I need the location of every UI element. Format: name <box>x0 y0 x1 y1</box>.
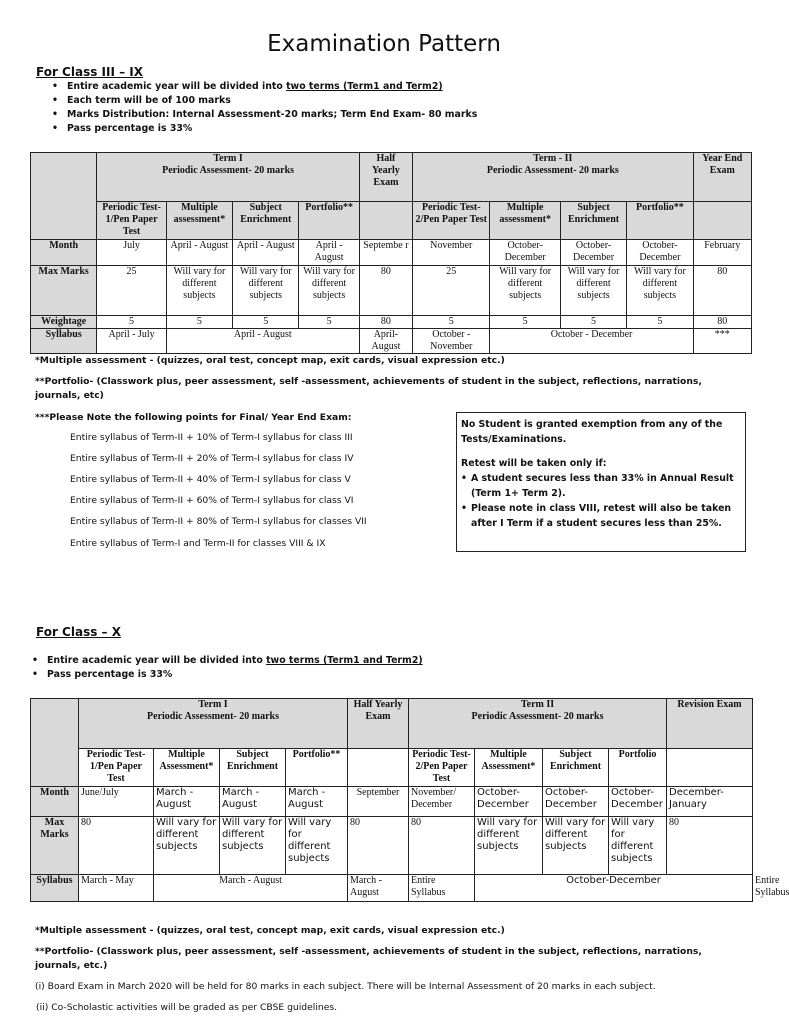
footnote-multiple-assessment: *Multiple assessment - (quizzes, oral test, concept map, exit cards, visual expression etc.) <box>35 355 505 366</box>
table-cell: Will vary for different subjects <box>609 817 667 875</box>
row-label-month: Month <box>31 787 79 817</box>
table-cell: 80 <box>79 817 154 875</box>
table-cell: 80 <box>693 316 751 329</box>
col-header: Periodic Test-1/Pen Paper Test <box>79 749 154 787</box>
table-cell: April - August <box>166 329 359 354</box>
table-cell: October- December <box>543 787 609 817</box>
row-label-syllabus: Syllabus <box>31 329 97 354</box>
col-header: Periodic Test-1/Pen Paper Test <box>97 202 166 240</box>
table-cell: April - August <box>166 240 232 266</box>
col-header <box>667 749 753 787</box>
term2-header: Term II Periodic Assessment- 20 marks <box>409 699 667 749</box>
bullet-item: • Marks Distribution: Internal Assessment-20 marks; Term End Exam- 80 marks <box>50 108 750 122</box>
footnote-portfolio: **Portfolio- (Classwork plus, peer assessment, self -assessment, achievements of student in the subject, reflections, narrations, journals, etc.) <box>35 946 702 971</box>
exam-table-class-3-9 <box>30 152 752 354</box>
co-scholastic-note: (ii) Co-Scholastic activities will be graded as per CBSE guidelines. <box>36 1002 338 1013</box>
table-cell: 5 <box>413 316 490 329</box>
table-cell: October-December <box>475 875 753 902</box>
table-cell: October- December <box>560 240 626 266</box>
bullet-item: • Entire academic year will be divided into two terms (Term1 and Term2) <box>30 654 730 668</box>
section1-bullets <box>50 80 750 136</box>
table-cell: Will vary for different subjects <box>220 817 286 875</box>
col-header: Subject Enrichment <box>543 749 609 787</box>
table-cell: March - August <box>154 787 220 817</box>
syllabus-point: Entire syllabus of Term-I and Term-II for classes VIII & IX <box>70 538 326 549</box>
table-cell: October- December <box>627 240 693 266</box>
term1-header: Term I Periodic Assessment- 20 marks <box>97 153 359 202</box>
table-cell: Will vary for different subjects <box>560 266 626 316</box>
table-cell: 5 <box>490 316 560 329</box>
table-cell: February <box>693 240 751 266</box>
table-cell: October - November <box>413 329 490 354</box>
table-cell: November <box>413 240 490 266</box>
syllabus-point: Entire syllabus of Term-II + 40% of Term-I syllabus for class V <box>70 474 351 485</box>
bullet-item: • Pass percentage is 33% <box>50 122 750 136</box>
table-cell: 5 <box>299 316 359 329</box>
table-cell: June/July <box>79 787 154 817</box>
table-cell: March - August <box>220 787 286 817</box>
table-cell: Will vary for different subjects <box>490 266 560 316</box>
syllabus-point: Entire syllabus of Term-II + 80% of Term-I syllabus for classes VII <box>70 516 367 527</box>
corner-cell <box>31 153 97 240</box>
table-cell: Will vary for different subjects <box>166 266 232 316</box>
table-cell: March - August <box>154 875 348 902</box>
year-end-header: Year End Exam <box>693 153 751 202</box>
table-cell: Will vary for different subjects <box>627 266 693 316</box>
col-header: Portfolio** <box>286 749 348 787</box>
col-header <box>359 202 412 240</box>
row-label-month: Month <box>31 240 97 266</box>
col-header: Periodic Test-2/Pen Paper Test <box>413 202 490 240</box>
col-header: Multiple assessment* <box>490 202 560 240</box>
half-yearly-header: Half Yearly Exam <box>348 699 409 749</box>
table-cell: November/ December <box>409 787 475 817</box>
table-cell: 5 <box>166 316 232 329</box>
col-header <box>693 202 751 240</box>
table-cell: Will vary for different subjects <box>154 817 220 875</box>
exemption-text: No Student is granted exemption from any of the Tests/Examinations. <box>461 419 723 445</box>
retest-condition: • A student secures less than 33% in Annual Result (Term 1+ Term 2). <box>461 471 741 501</box>
corner-cell <box>31 699 79 787</box>
col-header: Subject Enrichment <box>233 202 299 240</box>
table-cell: October - December <box>490 329 693 354</box>
table-cell: October- December <box>609 787 667 817</box>
col-header <box>348 749 409 787</box>
table-cell: July <box>97 240 166 266</box>
syllabus-point: Entire syllabus of Term-II + 60% of Term-I syllabus for class VI <box>70 495 354 506</box>
col-header: Portfolio** <box>627 202 693 240</box>
bullet-item: • Entire academic year will be divided into two terms (Term1 and Term2) <box>50 80 750 94</box>
table-cell: April- August <box>359 329 412 354</box>
col-header: Portfolio <box>609 749 667 787</box>
col-header: Multiple Assessment* <box>154 749 220 787</box>
retest-heading: Retest will be taken only if: <box>461 458 607 469</box>
retest-condition: • Please note in class VIII, retest will also be taken after I Term if a student secures less than 25%. <box>461 501 741 531</box>
row-label-max-marks: Max Marks <box>31 817 79 875</box>
col-header: Subject Enrichment <box>220 749 286 787</box>
table-cell: October- December <box>475 787 543 817</box>
table-cell: 80 <box>359 316 412 329</box>
table-cell: September <box>348 787 409 817</box>
col-header: Periodic Test-2/Pen Paper Test <box>409 749 475 787</box>
section-heading-class-3-9: For Class III – IX <box>36 65 143 79</box>
exemption-retest-box <box>456 412 746 552</box>
table-cell: April - July <box>97 329 166 354</box>
page-title: Examination Pattern <box>267 31 501 57</box>
table-cell: 80 <box>693 266 751 316</box>
term2-header: Term - II Periodic Assessment- 20 marks <box>413 153 694 202</box>
half-yearly-header: Half Yearly Exam <box>359 153 412 202</box>
table-cell: 5 <box>233 316 299 329</box>
board-exam-note: (i) Board Exam in March 2020 will be held for 80 marks in each subject. There will be Internal Assessment of 20 marks in each subject. <box>35 981 656 992</box>
exam-table-class-10: Term I Periodic Assessment- 20 marks Half Yearly Exam Term II Periodic Assessment- 20 marks Revision Exam Periodic Test-1/Pen Paper Test Multiple Assessment* Subject Enrichment Portfolio** Periodic Test-2/Pen Paper Test Multiple Assessment* Subject Enrichment Portfolio Month June/July March - August March - August March - August September November/ December October- December October- December October- December December- January Max Marks 80 Will vary for different subjects Will vary for different subjects Will vary for different subjects 80 80 Will vary for different subjects Will vary for different subjects Will vary for different subjects 80 Syllabus March - May March - August March - August Entire Syllabus October-December Entire Syllabus <box>30 698 753 902</box>
table-cell: March - May <box>79 875 154 902</box>
table-cell: April - August <box>233 240 299 266</box>
revision-exam-header: Revision Exam <box>667 699 753 749</box>
col-header: Multiple Assessment* <box>475 749 543 787</box>
table-cell: 80 <box>409 817 475 875</box>
table-cell: Will vary for different subjects <box>286 817 348 875</box>
table-cell: April - August <box>299 240 359 266</box>
table-cell: Will vary for different subjects <box>475 817 543 875</box>
syllabus-point: Entire syllabus of Term-II + 10% of Term-I syllabus for class III <box>70 432 353 443</box>
table-cell: Septembe r <box>359 240 412 266</box>
table-cell: December- January <box>667 787 753 817</box>
row-label-weightage: Weightage <box>31 316 97 329</box>
section2-bullets <box>30 654 730 682</box>
table-cell: Will vary for different subjects <box>299 266 359 316</box>
col-header: Multiple assessment* <box>166 202 232 240</box>
table-cell: 5 <box>627 316 693 329</box>
bullet-item: • Each term will be of 100 marks <box>50 94 750 108</box>
table-cell: 5 <box>560 316 626 329</box>
final-exam-note: ***Please Note the following points for Final/ Year End Exam: <box>35 412 352 423</box>
table-cell: March - August <box>348 875 409 902</box>
table-cell: 80 <box>348 817 409 875</box>
table-cell: 80 <box>667 817 753 875</box>
table-cell: March - August <box>286 787 348 817</box>
row-label-syllabus: Syllabus <box>31 875 79 902</box>
table-cell: *** <box>693 329 751 354</box>
table-cell: 80 <box>359 266 412 316</box>
term1-header: Term I Periodic Assessment- 20 marks <box>79 699 348 749</box>
col-header: Subject Enrichment <box>560 202 626 240</box>
row-label-max-marks: Max Marks <box>31 266 97 316</box>
table-cell: 25 <box>97 266 166 316</box>
table-cell: Will vary for different subjects <box>233 266 299 316</box>
table-cell: October- December <box>490 240 560 266</box>
footnote-portfolio: **Portfolio- (Classwork plus, peer assessment, self -assessment, achievements of student in the subject, reflections, narrations, journals, etc) <box>35 376 702 401</box>
section-heading-class-10: For Class – X <box>36 625 121 639</box>
syllabus-point: Entire syllabus of Term-II + 20% of Term-I syllabus for class IV <box>70 453 354 464</box>
bullet-item: • Pass percentage is 33% <box>30 668 730 682</box>
footnote-multiple-assessment: *Multiple assessment - (quizzes, oral test, concept map, exit cards, visual expression etc.) <box>35 925 505 936</box>
table-cell: Will vary for different subjects <box>543 817 609 875</box>
table-cell: 5 <box>97 316 166 329</box>
table-cell: Entire Syllabus <box>409 875 475 902</box>
table-cell: 25 <box>413 266 490 316</box>
col-header: Portfolio** <box>299 202 359 240</box>
